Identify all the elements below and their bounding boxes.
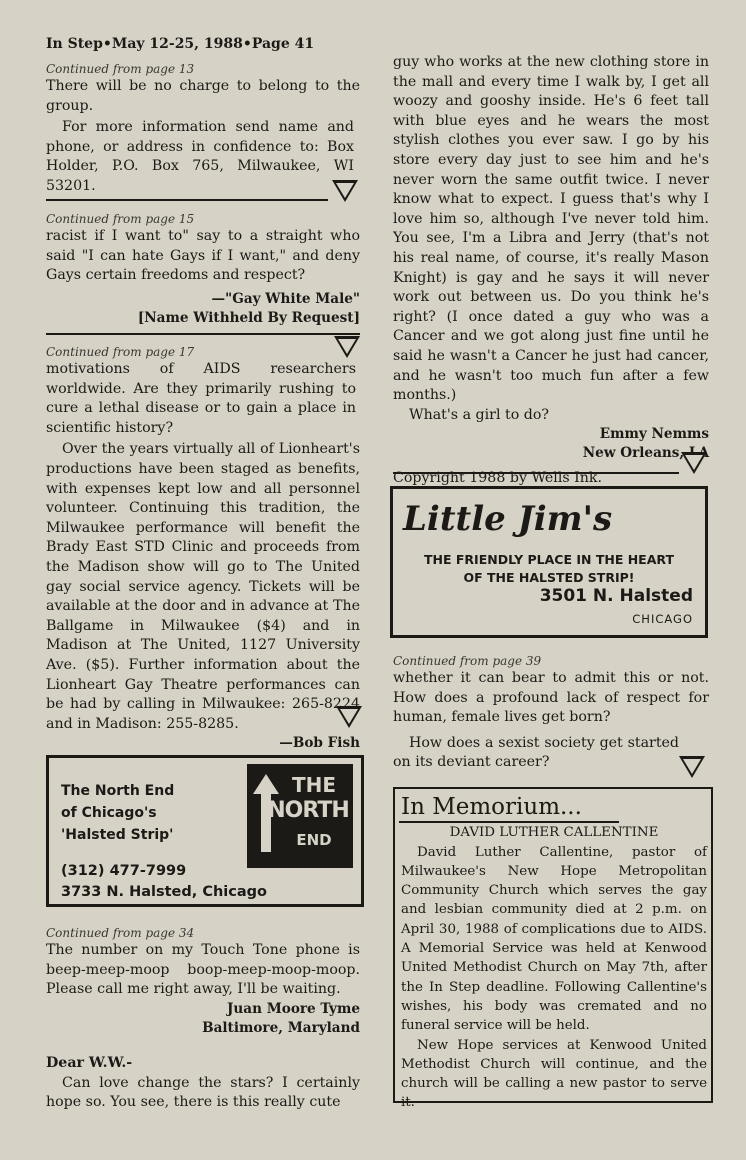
paragraph: motivations of AIDS researchers worldwide. Are they primarily rushing to cure a lethal disease or to gain a place in scientific history? <box>46 361 356 436</box>
end-triangle-icon <box>336 706 362 728</box>
section-rule <box>46 333 360 335</box>
ad-address: 3733 N. Halsted, Chicago <box>61 884 267 900</box>
section-rule <box>46 199 328 201</box>
signature: Emmy Nemms <box>599 426 709 443</box>
north-end-ad <box>46 755 364 907</box>
end-triangle-icon <box>679 756 705 778</box>
logo-north: NORTH <box>267 798 349 823</box>
article-continued-39 <box>393 653 709 773</box>
ad-tagline <box>393 551 705 587</box>
paragraph: New Hope services at Kenwood United Methodist Church will continue, and the church will be calling a new pastor to serve it. <box>401 1037 707 1111</box>
paragraph: What's a girl to do? <box>409 406 549 423</box>
paragraph: For more information send name and phone, or address in confidence to: Box Holder, P.O. Box 765, Milwaukee, WI 53201. <box>46 119 354 194</box>
section-rule <box>393 472 679 474</box>
continued-label: Continued from page 39 <box>393 654 542 668</box>
paragraph: The number on my Touch Tone phone is beep-meep-moop boop-meep-moop-moop. Please call me right away, I'll be waiting. <box>46 942 360 998</box>
article-continued-13 <box>46 61 360 197</box>
letter-heading: Dear W.W.- <box>46 1055 133 1071</box>
little-jims-ad <box>390 486 708 638</box>
continued-label: Continued from page 34 <box>46 926 195 940</box>
masthead: In Step•May 12-25, 1988•Page 41 <box>46 36 315 52</box>
logo-the: THE <box>291 773 337 797</box>
dear-ww-letter-continued <box>393 53 709 489</box>
continued-label: Continued from page 17 <box>46 345 195 359</box>
signature: Juan Moore Tyme <box>226 1000 360 1017</box>
ad-line: of Chicago's <box>61 805 157 821</box>
continued-label: Continued from page 15 <box>46 212 195 226</box>
paragraph: Can love change the stars? I certainly hope so. You see, there is this really cute <box>46 1074 360 1111</box>
paragraph: There will be no charge to belong to the group. <box>46 78 360 114</box>
paragraph: guy who works at the new clothing store in the mall and every time I walk by, I get all woozy and gooshy inside. He's 6 feet tall with blue eyes and he wears the most stylish clothes you ever saw. I go by his store every day just to see him and he's never worn the same outfit twice. I never know what to expect. I guess that's why I love him so, although I've never told him. You see, I'm a Libra and Jerry (that's not his real name, of course, it's really Mason Knight) is gay and he says it will never work out between us. Do you think he's right? (I once dated a guy who was a Cancer and we got along just fine until he said he wasn't a Cancer he just had cancer, and he wasn't too much fun after a few months.) <box>393 54 709 404</box>
paragraph: David Luther Callentine, pastor of Milwaukee's New Hope Metropolitan Community Church which serves the gay and lesbian community died at 2 p.m. on April 30, 1988 of complications due to AIDS. A Memorial Service was held at Kenwood United Methodist Church on May 7th, after the In Step deadline. Following Callentine's wishes, his body was cremated and no funeral service will be held. <box>401 844 707 1034</box>
ad-tagline-line: THE FRIENDLY PLACE IN THE HEART <box>424 552 674 567</box>
letter-continued-15 <box>46 211 360 328</box>
ad-tagline-line: OF THE HALSTED STRIP! <box>463 570 635 585</box>
signature-note: [Name Withheld By Request] <box>137 309 360 326</box>
ad-phone: (312) 477-7999 <box>61 863 187 879</box>
ad-line: 'Halsted Strip' <box>61 827 174 843</box>
end-triangle-icon <box>332 180 358 202</box>
paragraph: How does a sexist society get started on its deviant career? <box>393 734 679 771</box>
ad-city: CHICAGO <box>632 612 693 626</box>
in-memorium-box <box>393 787 713 1111</box>
ad-business-name: Little Jim's <box>403 499 613 539</box>
dear-ww-letter <box>46 1054 360 1113</box>
copyright-line: Copyright 1988 by Wells Ink. <box>393 470 603 487</box>
logo-end: END <box>296 831 332 849</box>
continued-label: Continued from page 13 <box>46 62 195 76</box>
letter-continued-34 <box>46 925 360 1038</box>
memorium-name: DAVID LUTHER CALLENTINE <box>449 825 659 840</box>
north-end-logo <box>247 764 353 868</box>
memorium-title: In Memorium... <box>401 794 582 820</box>
paragraph: racist if I want to" say to a straight who said "I can hate Gays if I want," and deny Gays certain freedoms and respect? <box>46 228 360 284</box>
memorium-body <box>401 823 707 1113</box>
signature-location: Baltimore, Maryland <box>202 1019 360 1036</box>
article-continued-17 <box>46 344 360 753</box>
paragraph: Over the years virtually all of Lionheart's productions have been staged as benefits, with expenses kept low and all personnel volunteer. Continuing this tradition, the Milwaukee performance will benefit the Brady East STD Clinic and proceeds from the Madison show will go to The United gay social service agency. Tickets will be available at the door and in advance at The Ballgame in Milwaukee ($4) and in Madison at The United, 1127 University Ave. ($5). Further information about the Lionheart Gay Theatre performances can be had by calling in Milwaukee: 265-8224 and in Madison: 255-8285. <box>46 441 360 732</box>
end-triangle-icon <box>681 452 707 474</box>
ad-address: 3501 N. Halsted <box>539 586 693 606</box>
signature-location: New Orleans, LA <box>582 445 709 462</box>
signature: —Bob Fish <box>279 735 360 752</box>
paragraph: whether it can bear to admit this or not. How does a profound lack of respect for human, female lives get born? <box>393 670 709 726</box>
signature: —"Gay White Male" <box>211 290 360 307</box>
ad-line: The North End <box>61 783 175 799</box>
